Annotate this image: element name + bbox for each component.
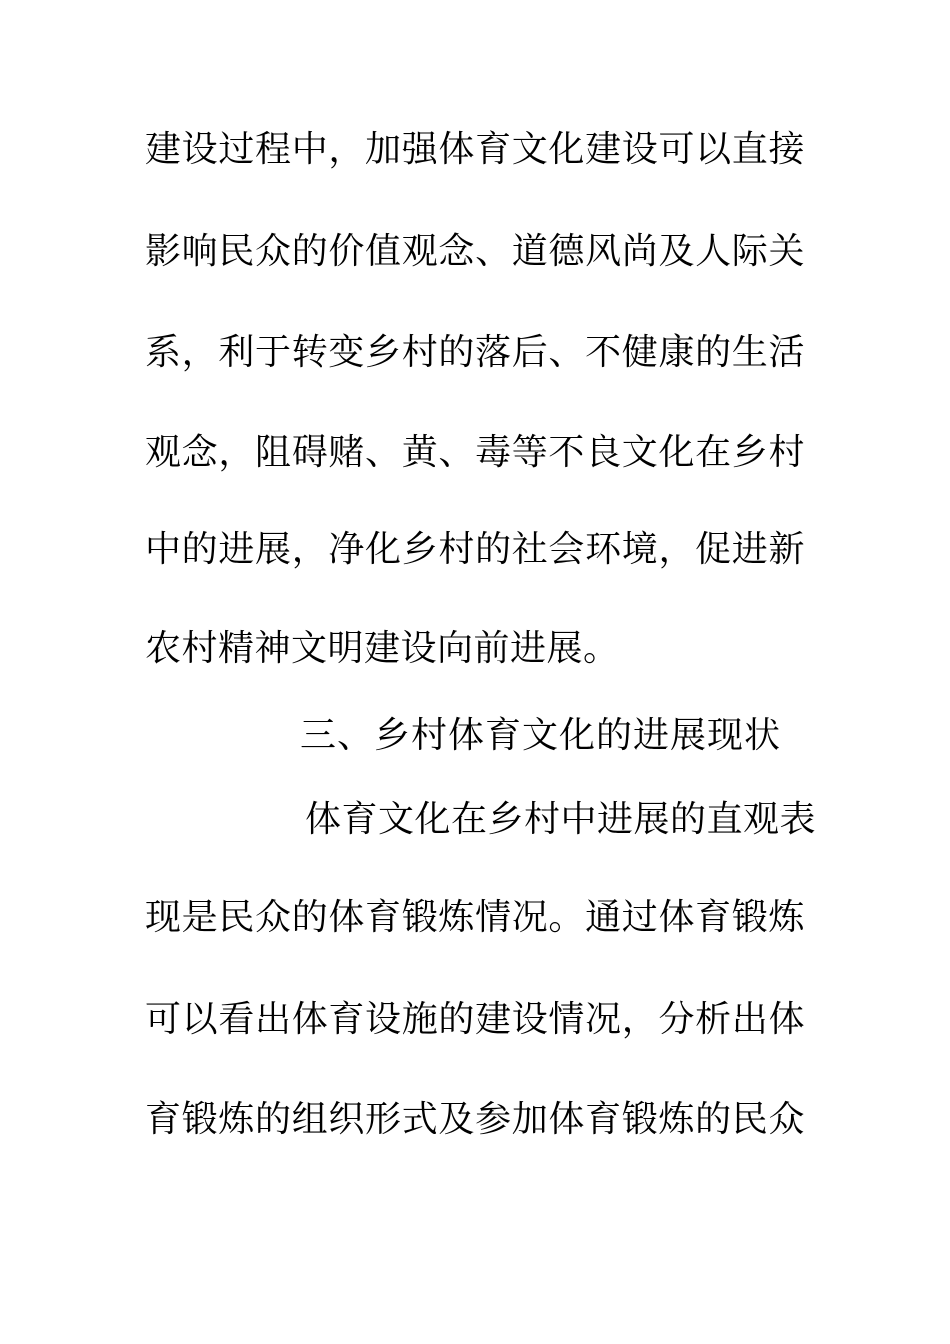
paragraph-line: 中的进展，净化乡村的社会环境，促进新 (145, 529, 805, 570)
paragraph-line: 育锻炼的组织形式及参加体育锻炼的民众 (145, 1099, 805, 1140)
paragraph-line: 建设过程中，加强体育文化建设可以直接 (145, 129, 805, 170)
paragraph-line: 观念，阻碍赌、黄、毒等不良文化在乡村 (145, 432, 805, 473)
paragraph-line: 体育文化在乡村中进展的直观表 (305, 799, 817, 840)
paragraph-line: 农村精神文明建设向前进展。 (145, 628, 620, 669)
paragraph-line: 可以看出体育设施的建设情况，分析出体 (145, 999, 805, 1040)
paragraph-line: 系，利于转变乡村的落后、不健康的生活 (145, 332, 805, 373)
paragraph-line: 影响民众的价值观念、道德风尚及人际关 (145, 231, 805, 272)
paragraph-line: 现是民众的体育锻炼情况。通过体育锻炼 (145, 897, 805, 938)
section-heading: 三、乡村体育文化的进展现状 (300, 715, 782, 756)
